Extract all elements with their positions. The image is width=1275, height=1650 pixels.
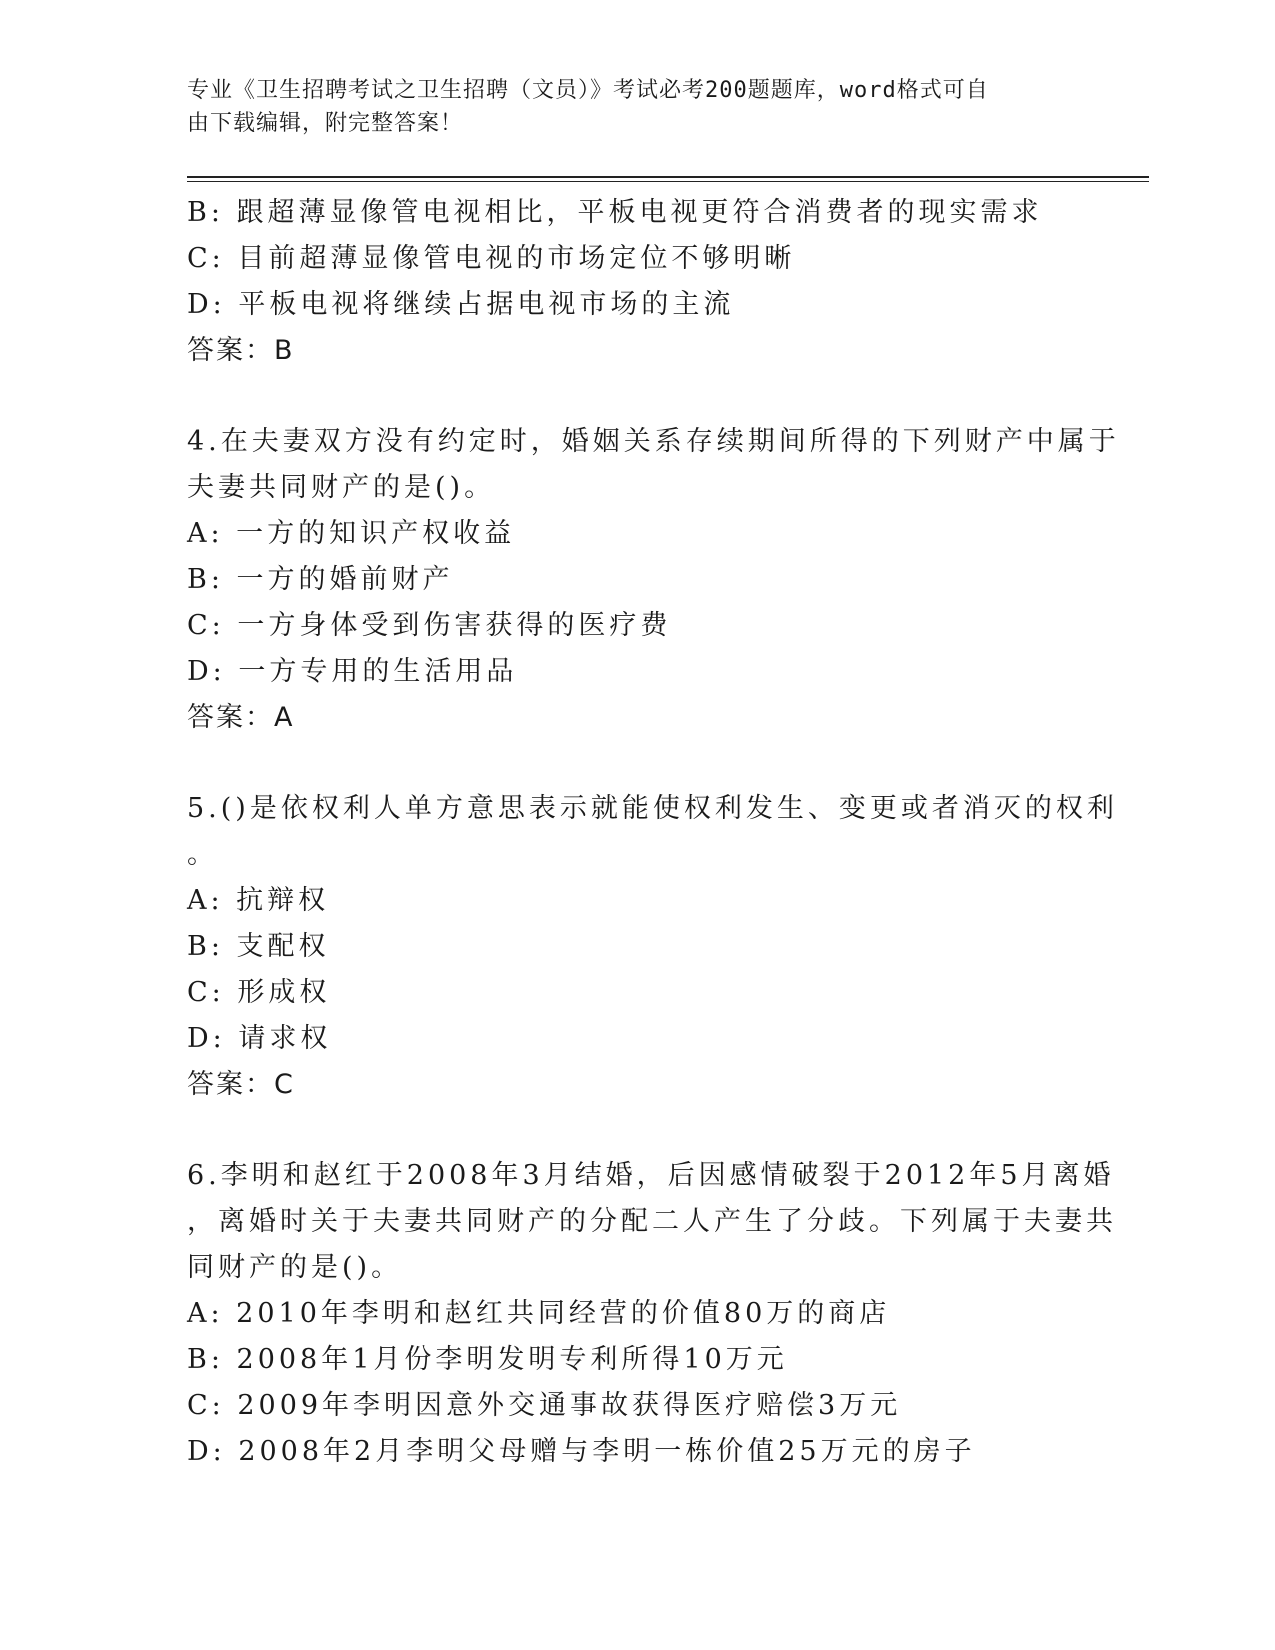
document-header [187,74,1067,140]
question-stem-line: 5.()是依权利人单方意思表示就能使权利发生、变更或者消灭的权利 [187,793,1118,824]
question-5 [187,786,1118,1108]
option-b: B: 跟超薄显像管电视相比，平板电视更符合消费者的现实需求 [187,197,1043,228]
question-stem-line: 同财产的是()。 [187,1252,403,1283]
question-stem-line: 6.李明和赵红于2008年3月结婚，后因感情破裂于2012年5月离婚 [187,1160,1115,1191]
question-6 [187,1153,1117,1475]
option-d: D: 一方专用的生活用品 [187,656,518,687]
option-b: B: 2008年1月份李明发明专利所得10万元 [187,1344,788,1375]
header-line-1: 专业《卫生招聘考试之卫生招聘（文员）》考试必考200题题库，word格式可自 [187,78,989,103]
option-a: A: 2010年李明和赵红共同经营的价值80万的商店 [187,1298,891,1329]
option-c: C: 形成权 [187,977,331,1008]
question-stem-line: ，离婚时关于夫妻共同财产的分配二人产生了分歧。下列属于夫妻共 [187,1206,1117,1237]
answer-line: 答案：B [187,335,295,366]
question-4 [187,419,1120,741]
option-c: C: 目前超薄显像管电视的市场定位不够明晰 [187,243,796,274]
option-d: D: 请求权 [187,1023,332,1054]
question-3-tail [187,190,1087,374]
option-a: A: 抗辩权 [187,885,330,916]
option-a: A: 一方的知识产权收益 [187,518,516,549]
question-list [187,190,1120,1475]
option-c: C: 2009年李明因意外交通事故获得医疗赔偿3万元 [187,1390,902,1421]
option-b: B: 支配权 [187,931,330,962]
question-stem-line: 夫妻共同财产的是()。 [187,472,496,503]
question-stem-line: 4.在夫妻双方没有约定时，婚姻关系存续期间所得的下列财产中属于 [187,426,1120,457]
header-rule-thin [187,181,1149,182]
option-d: D: 平板电视将继续占据电视市场的主流 [187,289,735,320]
option-c: C: 一方身体受到伤害获得的医疗费 [187,610,672,641]
header-line-2: 由下载编辑，附完整答案！ [187,111,464,136]
option-d: D: 2008年2月李明父母赠与李明一栋价值25万元的房子 [187,1436,976,1467]
answer-line: 答案：A [187,702,295,733]
header-rule-thick [187,176,1149,178]
question-stem-line: 。 [187,839,218,870]
answer-line: 答案：C [187,1069,295,1100]
option-b: B: 一方的婚前财产 [187,564,454,595]
